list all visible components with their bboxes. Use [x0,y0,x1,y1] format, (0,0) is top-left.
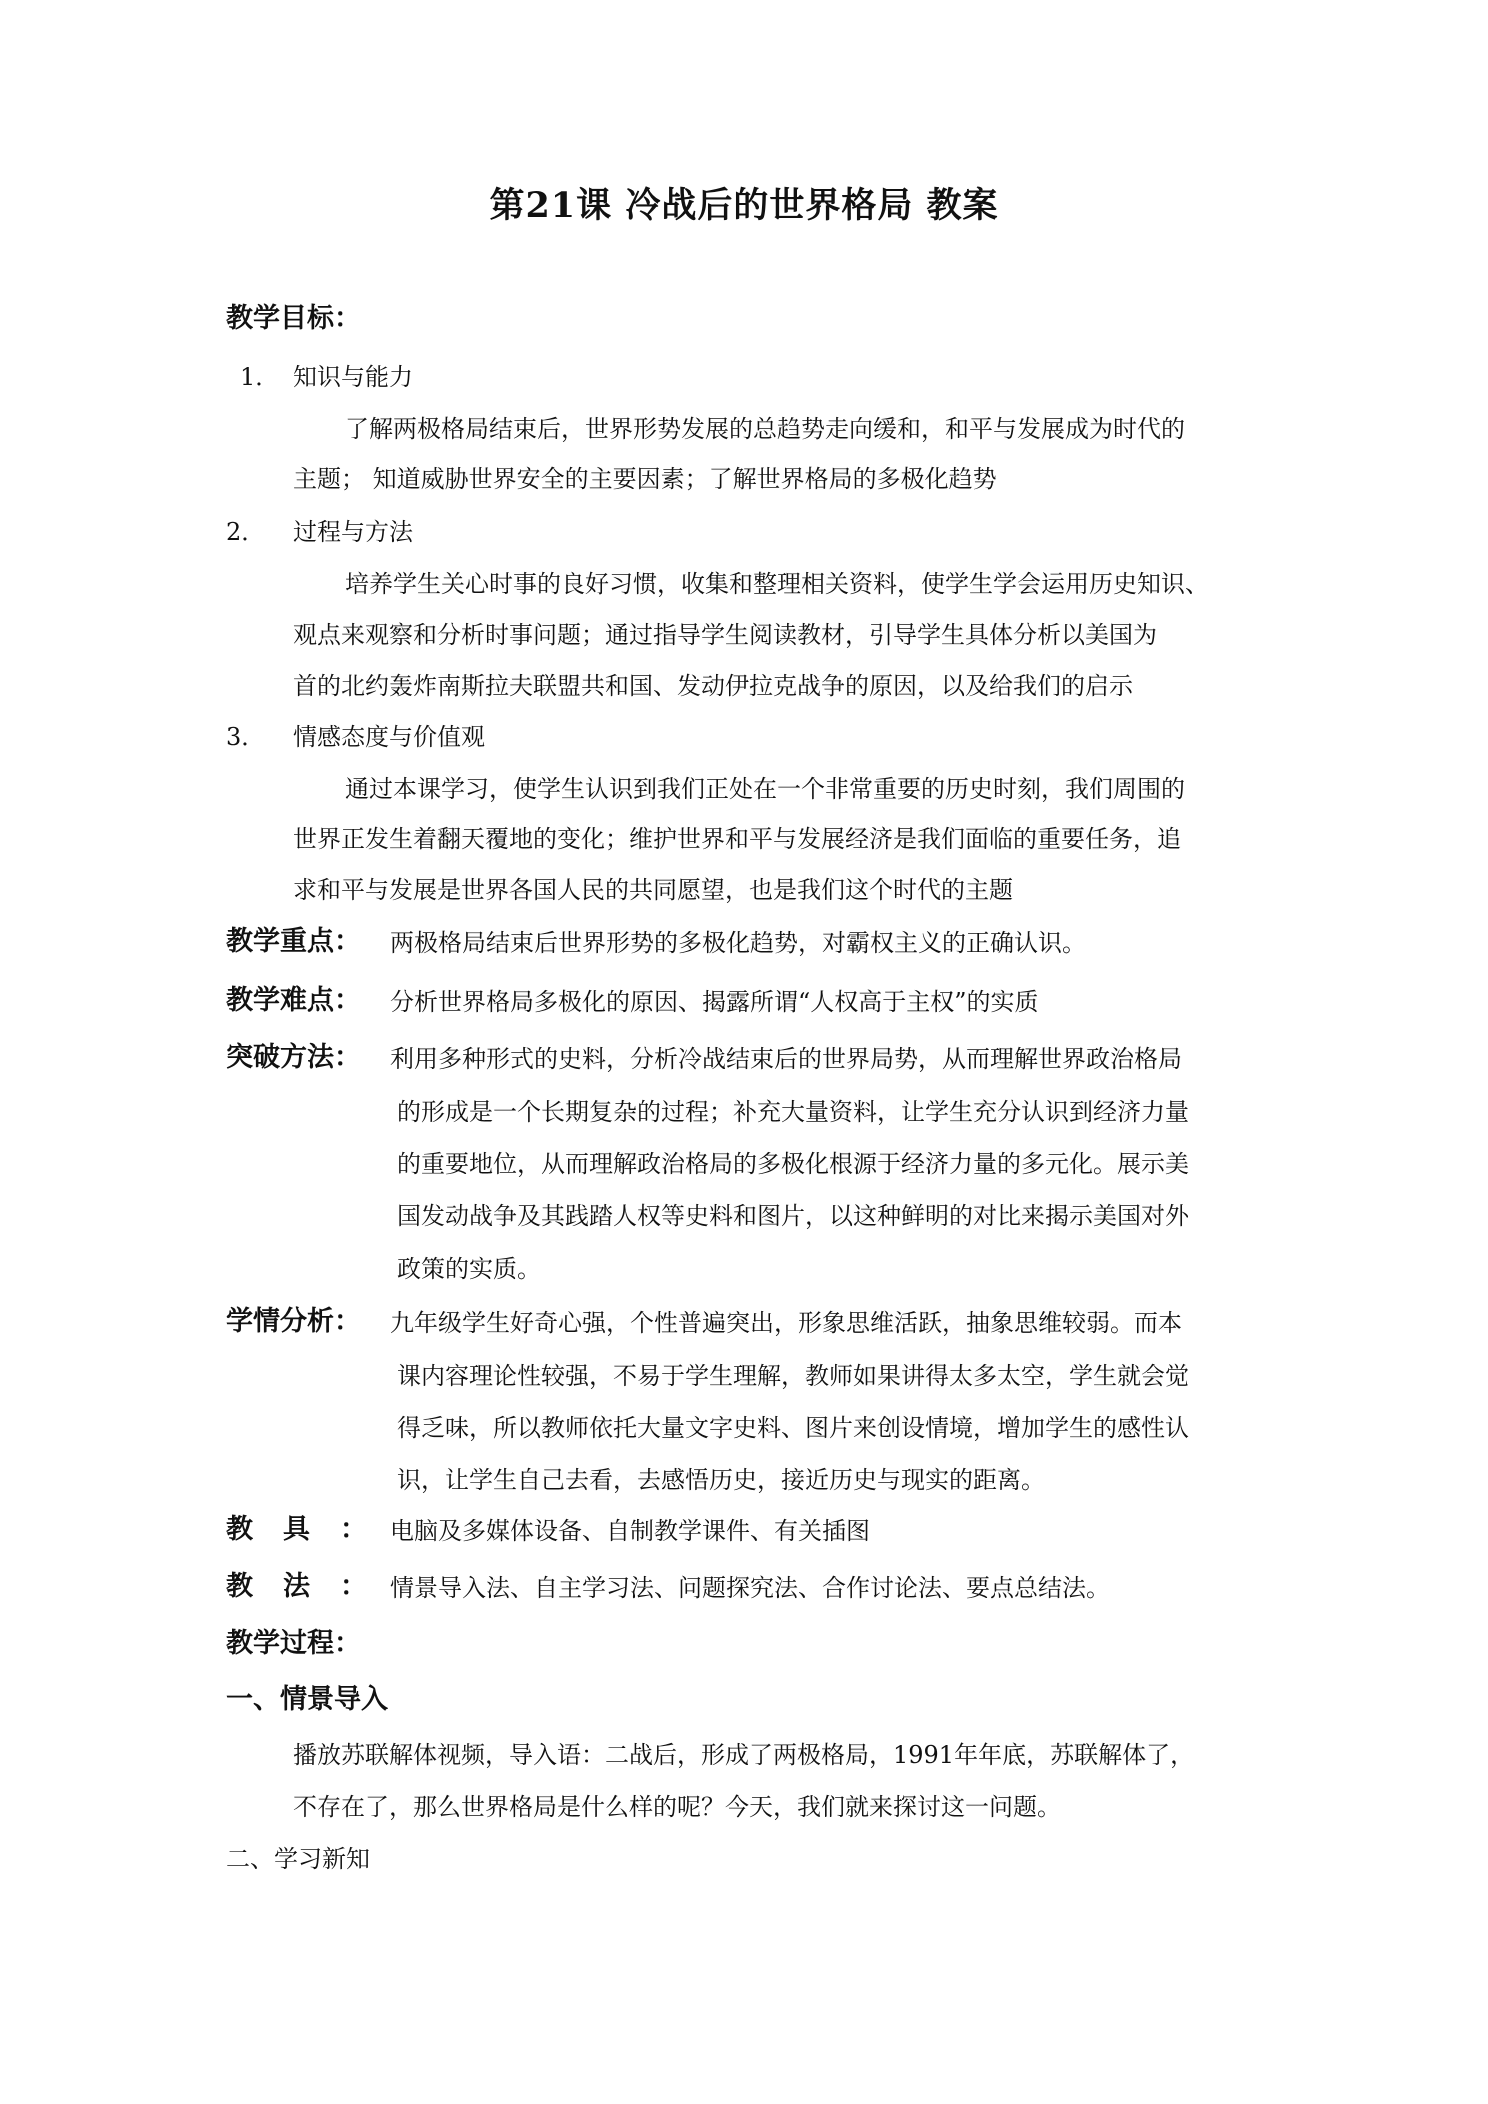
key-points-text: 两极格局结束后世界形势的多极化趋势，对霸权主义的正确认识。 [390,929,1086,957]
key-points-label: 教学重点： [226,926,361,957]
objective-2-line-1: 培养学生关心时事的良好习惯，收集和整理相关资料，使学生学会运用历史知识、 [345,570,1209,598]
difficulties-text: 分析世界格局多极化的原因、揭露所谓“人权高于主权”的实质 [390,988,1039,1016]
methods-label: 突破方法： [226,1042,361,1073]
section-1-line-2: 不存在了，那么世界格局是什么样的呢？今天，我们就来探讨这一问题。 [293,1793,1061,1821]
objective-3-title: 情感态度与价值观 [293,723,485,751]
objective-1-line-2: 主题； 知道威胁世界安全的主要因素；了解世界格局的多极化趋势 [293,465,997,493]
objective-3-number: 3． [226,723,266,751]
objective-1-title: 知识与能力 [293,363,413,391]
section-1-heading: 一、情景导入 [226,1684,388,1715]
methods-line-5: 政策的实质。 [397,1255,541,1283]
methods-line-3: 的重要地位，从而理解政治格局的多极化根源于经济力量的多元化。展示美 [397,1150,1189,1178]
page-title: 第21课 冷战后的世界格局 教案 [489,185,999,226]
objective-2-line-2: 观点来观察和分析时事问题；通过指导学生阅读教材，引导学生具体分析以美国为 [293,621,1157,649]
objective-1-line-1: 了解两极格局结束后，世界形势发展的总趋势走向缓和，和平与发展成为时代的 [345,415,1185,443]
objective-1-number: 1． [240,363,280,391]
objective-2-number: 2． [226,518,266,546]
objectives-heading: 教学目标： [226,303,361,334]
student-analysis-label: 学情分析： [226,1306,361,1337]
methods-line-4: 国发动战争及其践踏人权等史料和图片，以这种鲜明的对比来揭示美国对外 [397,1202,1189,1230]
process-heading: 教学过程： [226,1628,361,1659]
student-analysis-line-3: 得乏味，所以教师依托大量文字史料、图片来创设情境，增加学生的感性认 [397,1414,1189,1442]
section-2-heading: 二、学习新知 [226,1845,370,1873]
tools-text: 电脑及多媒体设备、自制教学课件、有关插图 [390,1517,870,1545]
teaching-methods-text: 情景导入法、自主学习法、问题探究法、合作讨论法、要点总结法。 [390,1574,1110,1602]
methods-line-1: 利用多种形式的史料，分析冷战结束后的世界局势，从而理解世界政治格局 [390,1045,1182,1073]
difficulties-label: 教学难点： [226,985,361,1016]
objective-2-title: 过程与方法 [293,518,413,546]
objective-2-line-3: 首的北约轰炸南斯拉夫联盟共和国、发动伊拉克战争的原因，以及给我们的启示 [293,672,1133,700]
objective-3-line-2: 世界正发生着翻天覆地的变化；维护世界和平与发展经济是我们面临的重要任务，追 [293,825,1181,853]
student-analysis-line-2: 课内容理论性较强，不易于学生理解，教师如果讲得太多太空，学生就会觉 [397,1362,1189,1390]
methods-line-2: 的形成是一个长期复杂的过程；补充大量资料，让学生充分认识到经济力量 [397,1098,1189,1126]
objective-3-line-3: 求和平与发展是世界各国人民的共同愿望，也是我们这个时代的主题 [293,876,1013,904]
student-analysis-line-1: 九年级学生好奇心强，个性普遍突出，形象思维活跃，抽象思维较弱。而本 [390,1309,1182,1337]
tools-label: 教具： [226,1514,397,1545]
section-1-line-1: 播放苏联解体视频，导入语：二战后，形成了两极格局，1991年年底，苏联解体了， [293,1741,1195,1769]
student-analysis-line-4: 识，让学生自己去看，去感悟历史，接近历史与现实的距离。 [397,1466,1045,1494]
teaching-methods-label: 教法： [226,1571,397,1602]
objective-3-line-1: 通过本课学习，使学生认识到我们正处在一个非常重要的历史时刻，我们周围的 [345,775,1185,803]
